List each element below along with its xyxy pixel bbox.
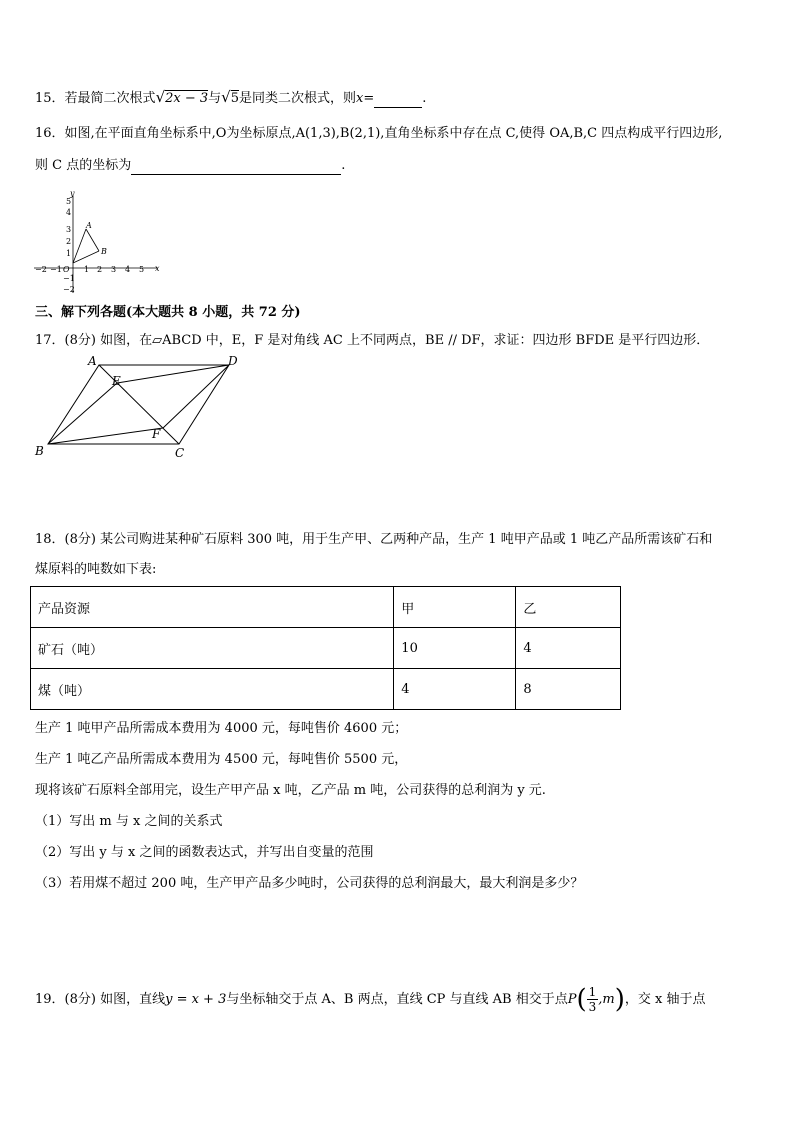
segment-be (48, 383, 117, 444)
segment-bf (48, 428, 163, 444)
question-18-text: 现将该矿石原料全部用完，设生产甲产品 x 吨，乙产品 m 吨，公司获得的总利润为 y 元. (35, 783, 546, 798)
resource-table (30, 586, 621, 710)
parallelogram-figure (30, 352, 250, 462)
question-18-text: 生产 1 吨乙产品所需成本费用为 4500 元，每吨售价 5500 元， (35, 752, 408, 767)
table-header-cell: 乙 (516, 587, 621, 628)
table-cell: 煤（吨） (31, 669, 394, 710)
y-tick: 2 (66, 237, 72, 246)
answer-blank-15[interactable] (374, 92, 422, 108)
table-cell: 8 (516, 669, 621, 710)
point-b-label: B (101, 247, 107, 256)
label-d: D (228, 354, 238, 368)
question-19: 19．(8分) 如图，直线y = x + 3与坐标轴交于点 A、B 两点，直线 CP 与直线 AB 相交于点P( $\frac{1}{3}$ ,m)，交 x 轴于点 (35, 984, 706, 1015)
question-16-line2: 则 C 点的坐标为 . (35, 158, 346, 173)
x-tick: −2 (35, 265, 47, 274)
question-18-part2: （2）写出 y 与 x 之间的函数表达式，并写出自变量的范围 (35, 845, 374, 860)
label-b: B (35, 444, 44, 458)
segment-ed (117, 365, 229, 383)
table-row (31, 669, 621, 710)
table-header-row (31, 587, 621, 628)
x-tick: 3 (111, 265, 117, 274)
section-heading: 三、解下列各题(本大题共 8 小题，共 72 分) (35, 305, 301, 320)
question-18-part1: （1）写出 m 与 x 之间的关系式 (35, 814, 223, 829)
point-p-coord: ( $\frac{1}{3}$ ,m) (576, 984, 625, 1015)
x-tick: 4 (125, 265, 131, 274)
label-c: C (175, 446, 185, 460)
answer-blank-16[interactable] (131, 159, 341, 175)
question-18-line2: 煤原料的吨数如下表: (35, 562, 157, 577)
x-tick: 1 (84, 265, 90, 274)
y-tick: −1 (63, 274, 75, 283)
label-f: F (152, 427, 161, 441)
question-18-line1: 18．(8分) 某公司购进某种矿石原料 300 吨，用于生产甲、乙两种产品，生产 1 吨甲产品或 1 吨乙产品所需该矿石和 (35, 532, 713, 547)
y-tick: 3 (66, 225, 72, 234)
table-cell: 4 (516, 628, 621, 669)
label-a: A (88, 354, 97, 368)
question-15: 15．若最简二次根式√2x − 3与√5是同类二次根式，则x= . (35, 88, 427, 106)
question-16-line1: 16．如图,在平面直角坐标系中,O为坐标原点,A(1,3),B(2,1),直角坐标系中存在点 C,使得 OA,B,C 四点构成平行四边形, (35, 126, 723, 141)
x-tick: −1 (50, 265, 62, 274)
x-tick: 2 (97, 265, 103, 274)
question-18-text: 生产 1 吨甲产品所需成本费用为 4000 元，每吨售价 4600 元； (35, 721, 408, 736)
label-e: E (112, 374, 121, 388)
table-cell: 矿石（吨） (31, 628, 394, 669)
y-tick: −2 (63, 285, 75, 294)
diagonal-ac (99, 365, 179, 444)
table-header-cell: 甲 (394, 587, 516, 628)
table-cell: 4 (394, 669, 516, 710)
axis-label-x: x (155, 264, 160, 273)
table-cell: 10 (394, 628, 516, 669)
y-tick: 5 (66, 197, 72, 206)
axis-label-y: y (70, 189, 75, 198)
x-tick: 5 (139, 265, 145, 274)
segment-ab (86, 229, 99, 251)
table-row (31, 628, 621, 669)
sqrt-5: √5 (221, 88, 240, 106)
coordinate-graph (30, 188, 170, 298)
table-header-cell: 产品资源 (31, 587, 394, 628)
question-18-part3: （3）若用煤不超过 200 吨，生产甲产品多少吨时，公司获得的总利润最大，最大利润是多少？ (35, 876, 584, 891)
y-tick: 1 (66, 249, 72, 258)
point-a-label: A (86, 221, 92, 230)
sqrt-2x-3: √2x − 3 (155, 88, 209, 106)
y-tick: 4 (66, 208, 72, 217)
origin-label: O (63, 265, 70, 274)
question-17: 17．(8分) 如图，在▱ABCD 中，E，F 是对角线 AC 上不同两点，BE // DF，求证：四边形 BFDE 是平行四边形． (35, 333, 710, 348)
